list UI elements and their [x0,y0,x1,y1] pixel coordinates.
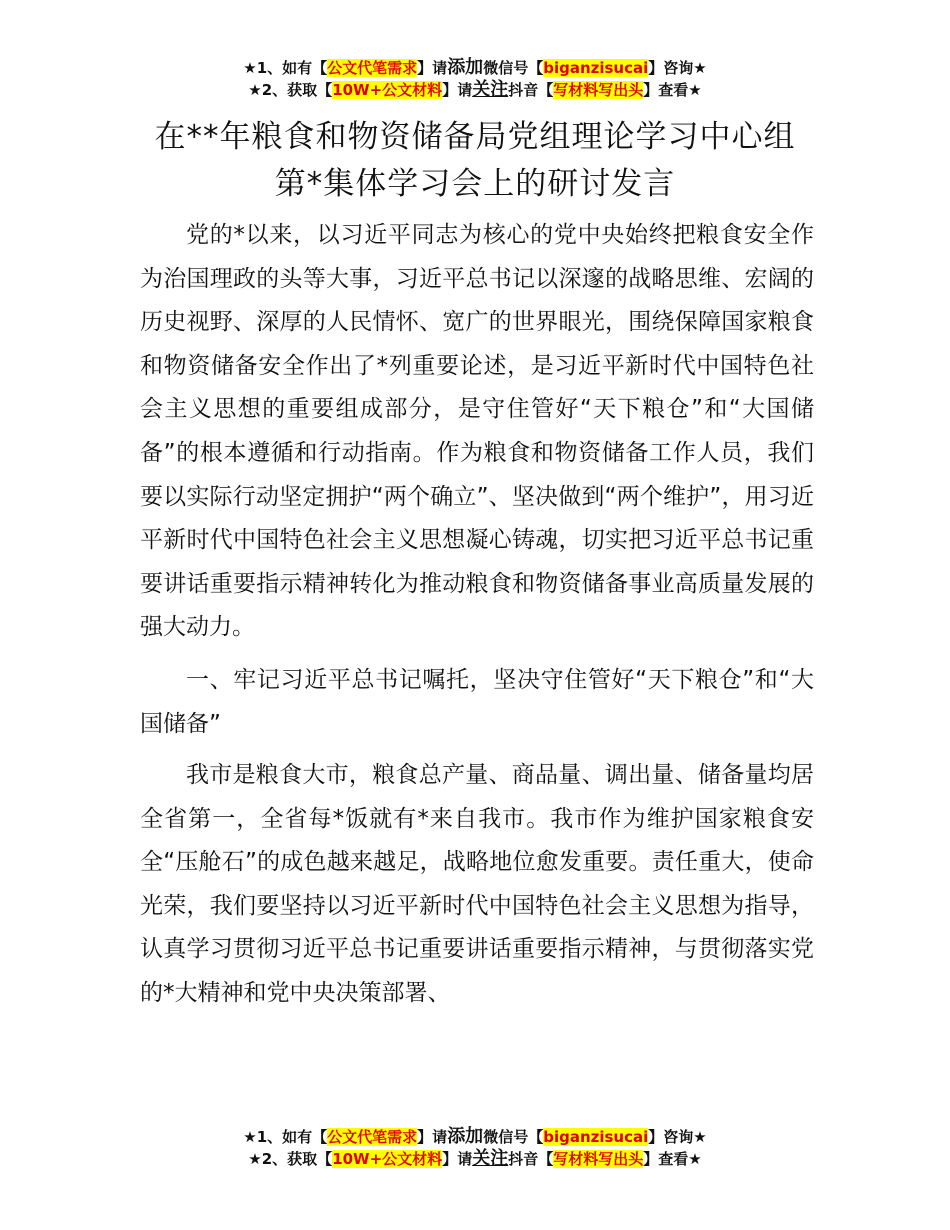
document-title [0,114,950,208]
title-line-2: 第*集体学习会上的研讨发言 [274,166,676,202]
banner-text: ★2、获取【 [248,1150,333,1168]
body-paragraph: 我市是粮食大市，粮食总产量、商品量、调出量、储备量均居全省第一，全省每*饭就有*来自我市。我市作为维护国家粮食安全“压舱石”的成色越来越足，战略地位愈发重要。责任重大，使命光荣，我们要坚持以习近平新时代中国特色社会主义思想为指导，认真学习贯彻习近平总书记重要讲话重要指示精神，与贯彻落实党的*大精神和党中央决策部署、 [140,762,814,1006]
banner-wechat-id: biganzisucai [543,1128,649,1146]
banner-emphasis: 关注 [472,1148,509,1169]
banner-text: 】请 [417,59,448,77]
banner-text: 】请 [417,1128,448,1146]
banner-text: 微信号【 [483,1128,544,1146]
banner-text: 】咨询★ [648,1128,707,1146]
header-banner [0,57,950,101]
banner-wechat-id: biganzisucai [543,59,649,77]
banner-text: 】咨询★ [648,59,707,77]
banner-line-1 [0,1126,950,1148]
banner-text: 】查看★ [643,81,702,99]
banner-emphasis: 关注 [472,79,509,100]
banner-text: ★1、如有【 [243,1128,328,1146]
banner-highlight: 公文代笔需求 [327,59,418,77]
banner-line-1 [0,57,950,79]
banner-emphasis: 添加 [447,57,484,78]
banner-line-2 [0,1148,950,1170]
banner-emphasis: 添加 [447,1126,484,1147]
banner-line-2 [0,79,950,101]
body-paragraph: 党的*以来，以习近平同志为核心的党中央始终把粮食安全作为治国理政的头等大事，习近平总书记以深邃的战略思维、宏阔的历史视野、深厚的人民情怀、宽广的世界眼光，围绕保障国家粮食和物资储备安全作出了*列重要论述，是习近平新时代中国特色社会主义思想的重要组成部分，是守住管好“天下粮仓”和“大国储备”的根本遵循和行动指南。作为粮食和物资储备工作人员，我们要以实际行动坚定拥护“两个确立”、坚决做到“两个维护”，用习近平新时代中国特色社会主义思想凝心铸魂，切实把习近平总书记重要讲话重要指示精神转化为推动粮食和物资储备事业高质量发展的强大动力。 [140,222,814,641]
banner-text: 】请 [442,1150,473,1168]
banner-highlight: 10W+公文材料 [332,1150,443,1168]
banner-text: 抖音【 [508,1150,554,1168]
banner-text: ★1、如有【 [243,59,328,77]
banner-douyin-id: 写材料写出头 [553,81,644,99]
footer-banner [0,1126,950,1170]
banner-text: 】查看★ [643,1150,702,1168]
banner-text: ★2、获取【 [248,81,333,99]
banner-douyin-id: 写材料写出头 [553,1150,644,1168]
banner-text: 微信号【 [483,59,544,77]
banner-highlight: 10W+公文材料 [332,81,443,99]
title-line-1: 在**年粮食和物资储备局党组理论学习中心组 [154,119,796,155]
section-heading: 一、牢记习近平总书记嘱托，坚决守住管好“天下粮仓”和“大国储备” [140,667,814,737]
banner-highlight: 公文代笔需求 [327,1128,418,1146]
banner-text: 】请 [442,81,473,99]
banner-text: 抖音【 [508,81,554,99]
